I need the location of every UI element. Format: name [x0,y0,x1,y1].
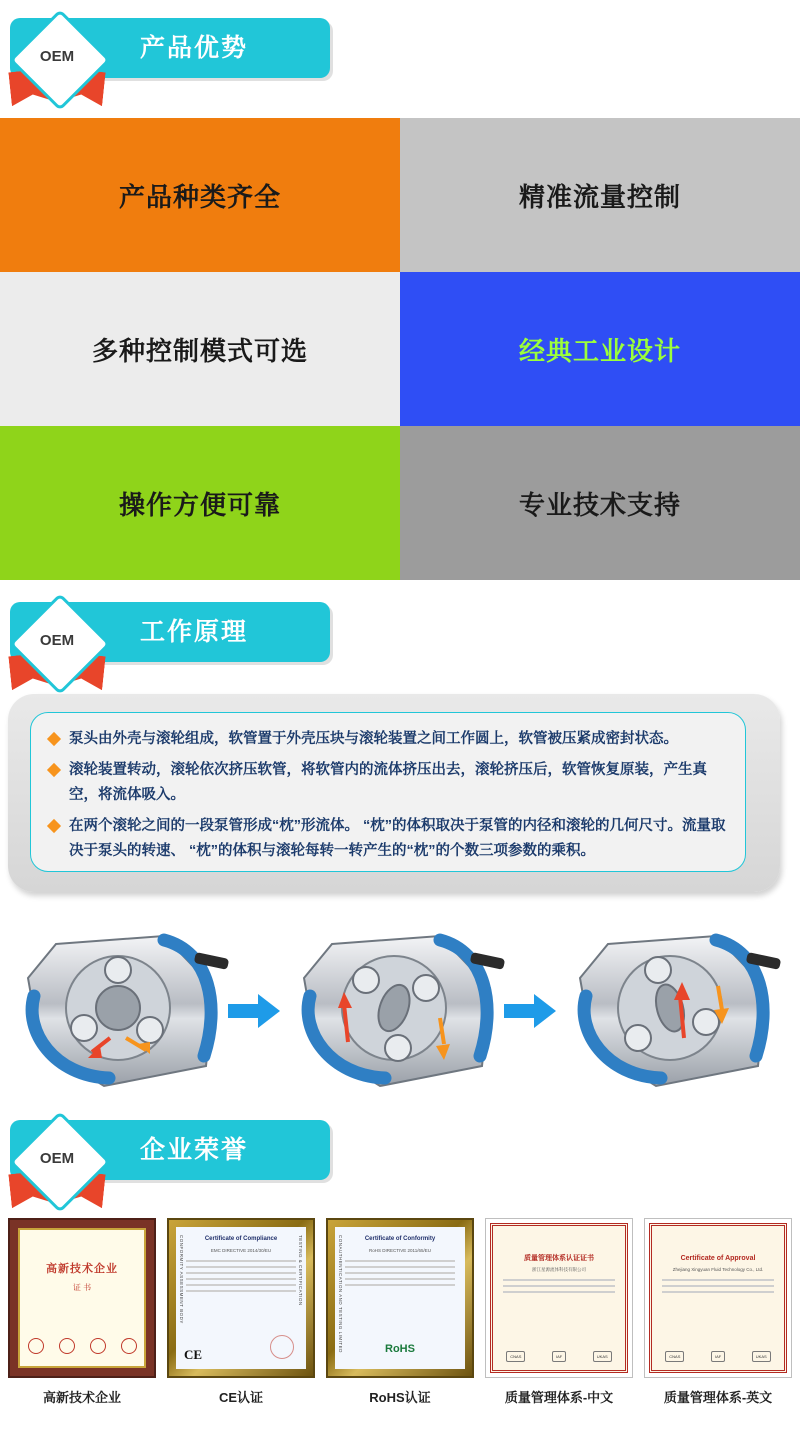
certificate-inner [649,1223,787,1373]
certificate-inner [490,1223,628,1373]
cnas-mark-icon: CNAS [506,1351,525,1362]
certificate-side-text: CONAUTHENTICATION AND TESTING LIMITED [338,1235,343,1353]
cnas-mark-icon: CNAS [665,1351,684,1362]
pump-principle-diagram [0,916,800,1116]
seal-icon [121,1338,137,1354]
honor-item[interactable] [167,1218,315,1406]
principle-text: 在两个滚轮之间的一段泵管形成“枕”形流体。 “枕”的体积取决于泵管的内径和滚轮的几何尺寸。流量取决于泵头的转速、 “枕”的体积与滚轮每转一转产生的“枕”的个数三项参数的乘积。 [69,818,726,859]
banner-title-advantages: 产品优势 [140,34,249,62]
certificate-inner [176,1227,306,1369]
banner-title-honors: 企业荣誉 [140,1136,249,1164]
honor-item[interactable] [485,1218,633,1406]
certificate-subtitle: Zhejiang Xingyuan Fluid Technology Co., Ltd. [672,1267,764,1272]
seal-icon [28,1338,44,1354]
certificate-image-rohs [326,1218,474,1378]
advantage-cell: 多种控制模式可选 [0,272,400,426]
advantage-cell: 操作方便可靠 [0,426,400,580]
advantage-cell: 经典工业设计 [400,272,800,426]
honor-item[interactable] [8,1218,156,1406]
pump-stage-2 [290,926,510,1106]
certificate-body-lines [662,1279,774,1293]
honor-caption: RoHS认证 [369,1390,431,1405]
iaf-mark-icon: IAF [711,1351,725,1362]
certificate-image-iso-cn [485,1218,633,1378]
certificate-image-gov [8,1218,156,1378]
certificate-image-iso-en [644,1218,792,1378]
certificate-side-text: CONFORMITY ASSESSMENT BODY [179,1235,184,1324]
certificate-title: Certificate of Approval [680,1255,756,1262]
seal-icon [59,1338,75,1354]
certificate-title: 高新技术企业 [46,1263,118,1275]
bullet-diamond-icon [47,819,61,833]
certificate-subtitle: 证 书 [72,1283,92,1292]
certificate-title: Certificate of Compliance [204,1236,278,1242]
honor-caption: 质量管理体系-英文 [663,1390,773,1405]
honor-item[interactable] [326,1218,474,1406]
certificate-image-ce [167,1218,315,1378]
advantage-cell: 专业技术支持 [400,426,800,580]
ribbon-oem-label: OEM [39,48,75,65]
ribbon-oem-label: OEM [39,1150,75,1167]
principle-line [47,727,729,752]
ribbon-badge-icon [8,18,108,108]
certificate-body-lines [503,1279,615,1293]
section-banner-principle [0,602,800,664]
flow-arrow-icon [228,994,282,1028]
certificate-body-lines [345,1260,455,1286]
certificate-title: Certificate of Conformity [364,1236,436,1242]
pump-stage-1 [14,926,234,1106]
principle-line [47,814,729,864]
honors-row [0,1218,800,1406]
certificate-seal-row [20,1338,144,1354]
honor-caption: 高新技术企业 [42,1390,121,1405]
honor-caption: CE认证 [218,1390,264,1405]
ribbon-badge-icon [8,1120,108,1210]
ribbon-oem-label: OEM [39,632,75,649]
bullet-diamond-icon [47,732,61,746]
section-banner-honors [0,1120,800,1182]
ukas-mark-icon: UKAS [593,1351,612,1362]
bullet-diamond-icon [47,763,61,777]
pump-stage-3 [566,926,786,1106]
advantages-grid [0,118,800,580]
rohs-mark-icon: RoHS [385,1343,415,1355]
seal-icon [90,1338,106,1354]
certificate-body-lines [186,1260,296,1292]
principle-panel [0,686,800,916]
accreditation-marks [493,1351,625,1362]
certificate-side-text: TESTING & CERTIFICATION [298,1235,303,1306]
honor-item[interactable] [644,1218,792,1406]
ce-mark-icon: CE [184,1347,203,1362]
principle-text: 泵头由外壳与滚轮组成，软管置于外壳压块与滚轮装置之间工作圆上，软管被压紧成密封状态。 [69,731,678,747]
principle-line [47,758,729,808]
principle-text: 滚轮装置转动，滚轮依次挤压软管，将软管内的流体挤压出去，滚轮挤压后，软管恢复原装，产生真空，将流体吸入。 [69,762,707,803]
certificate-subtitle: RoHS DIRECTIVE 2011/65/EU [369,1248,431,1253]
advantage-cell: 产品种类齐全 [0,118,400,272]
ribbon-badge-icon [8,602,108,692]
certificate-subtitle: 浙江星源流体科技有限公司 [532,1267,586,1272]
certificate-title: 质量管理体系认证证书 [524,1255,594,1262]
honor-caption: 质量管理体系-中文 [504,1390,614,1405]
seal-icon [270,1335,294,1359]
accreditation-marks [652,1351,784,1362]
banner-title-principle: 工作原理 [140,618,249,646]
advantage-cell: 精准流量控制 [400,118,800,272]
iaf-mark-icon: IAF [552,1351,566,1362]
ukas-mark-icon: UKAS [752,1351,771,1362]
section-banner-advantages [0,18,800,80]
principle-inner-frame [30,712,746,872]
certificate-inner [18,1228,146,1368]
certificate-subtitle: EMC DIRECTIVE 2014/30/EU [210,1248,272,1253]
flow-arrow-icon [504,994,558,1028]
certificate-inner [335,1227,465,1369]
